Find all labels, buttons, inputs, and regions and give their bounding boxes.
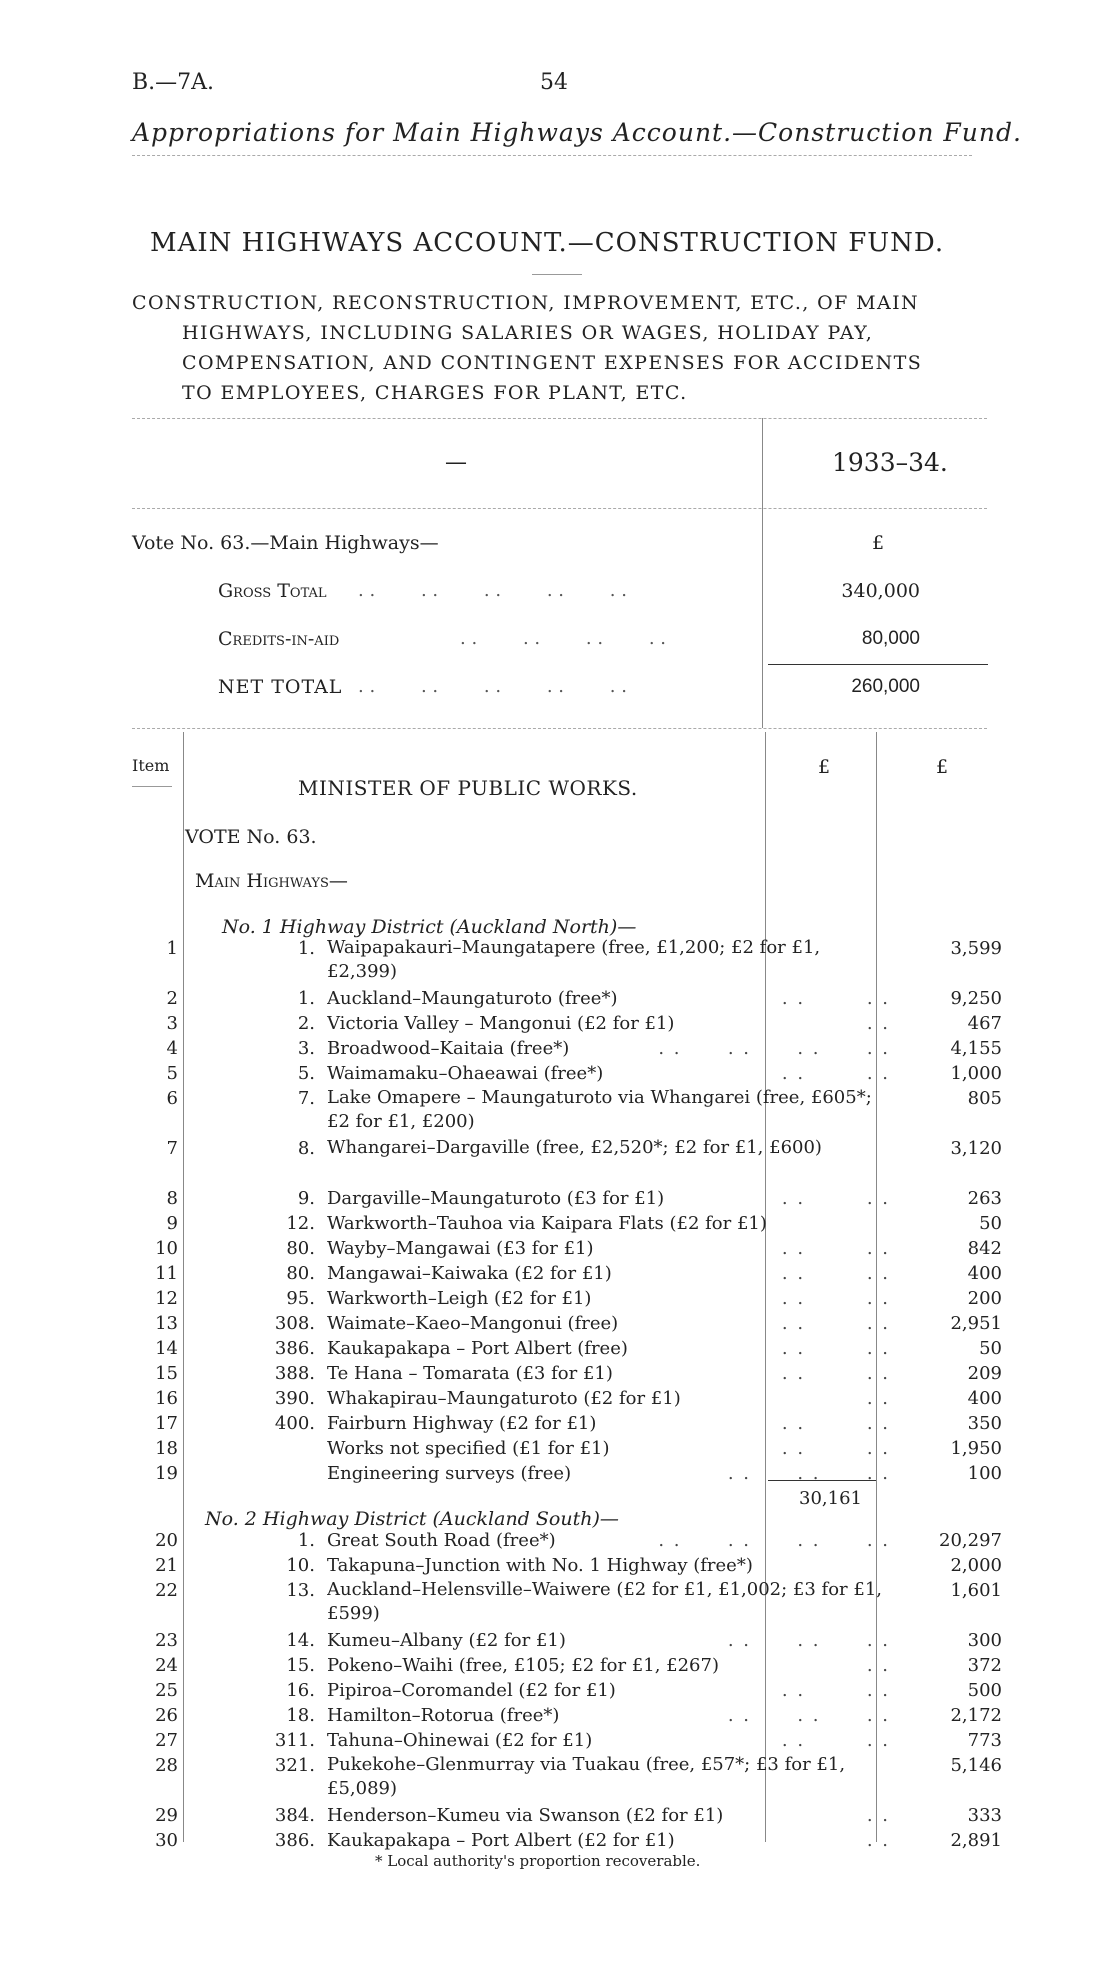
item-description: Lake Omapere – Maungaturoto via Whangarei (free, £605*; £2 for £1, £200) (327, 1087, 872, 1132)
table-row (140, 1528, 1002, 1554)
item-amount: 50 (979, 1338, 1002, 1359)
table-row (140, 1436, 1002, 1462)
amount2-currency: £ (936, 756, 949, 778)
summary-head-rule (132, 508, 987, 509)
credits-in-aid-value: 80,000 (861, 628, 920, 649)
item-description: Tahuna–Ohinewai (£2 for £1) (327, 1730, 593, 1751)
table-row (140, 1386, 1002, 1412)
gross-total-value: 340,000 (841, 580, 920, 602)
table-row (140, 1653, 1002, 1679)
item-amount: 1,000 (950, 1063, 1002, 1084)
table-row (140, 1336, 1002, 1362)
highway-code: 80. (286, 1263, 315, 1284)
highway-code: 321. (274, 1755, 315, 1776)
subtitle-line-3: COMPENSATION, AND CONTINGENT EXPENSES FOR ACCIDENTS (182, 352, 923, 374)
item-amount: 100 (967, 1463, 1002, 1484)
item-amount: 2,951 (950, 1313, 1002, 1334)
item-number: 21 (155, 1555, 178, 1576)
leader-dots: . . (866, 1805, 890, 1826)
highway-code: 1. (297, 938, 315, 959)
item-number: 22 (155, 1580, 178, 1601)
item-description: Wayby–Mangawai (£3 for £1) (327, 1238, 594, 1259)
highway-code: 1. (297, 1530, 315, 1551)
item-amount: 50 (979, 1213, 1002, 1234)
item-description: Kaukapakapa – Port Albert (£2 for £1) (327, 1830, 675, 1851)
item-number: 25 (155, 1680, 178, 1701)
item-number: 3 (166, 1013, 178, 1034)
leader-dots: . . . . . . (727, 1463, 890, 1484)
item-amount: 773 (967, 1730, 1002, 1751)
item-description: Te Hana – Tomarata (£3 for £1) (327, 1363, 613, 1384)
item-amount: 4,155 (950, 1038, 1002, 1059)
item-description: Kaukapakapa – Port Albert (free) (327, 1338, 628, 1359)
table-row (140, 1678, 1002, 1704)
item-description: Auckland–Helensville–Waiwere (£2 for £1, £1,002; £3 for £1, £599) (327, 1579, 882, 1624)
item-amount: 200 (967, 1288, 1002, 1309)
leader-dots: . . . . (781, 1730, 890, 1751)
page-ref: B.—7A. (132, 70, 215, 95)
highway-code: 311. (274, 1730, 315, 1751)
item-number: 4 (166, 1038, 178, 1059)
subtotal-rule (768, 1480, 876, 1481)
leader-dots: . . (866, 1013, 890, 1034)
highway-code: 386. (274, 1830, 315, 1851)
leader-dots: . . . . . . . . (658, 1038, 890, 1059)
table-row (140, 1261, 1002, 1287)
item-number: 19 (155, 1463, 178, 1484)
gross-total-dots: . . . . . . . . . . (358, 580, 627, 601)
summary-year: 1933–34. (832, 448, 948, 477)
table-row (140, 936, 1002, 986)
page-title: MAIN HIGHWAYS ACCOUNT.—CONSTRUCTION FUND. (150, 228, 945, 258)
item-amount: 1,950 (950, 1438, 1002, 1459)
leader-dots: . . . . (781, 1680, 890, 1701)
leader-dots: . . . . (781, 988, 890, 1009)
subtitle-line-2: HIGHWAYS, INCLUDING SALARIES OR WAGES, HOLIDAY PAY, (182, 322, 874, 344)
item-description: Waimamaku–Ohaeawai (free*) (327, 1063, 604, 1084)
table-row (140, 1753, 1002, 1803)
leader-dots: . . . . (781, 1188, 890, 1209)
district-1-subtotal: 30,161 (799, 1488, 862, 1509)
item-number: 14 (155, 1338, 178, 1359)
highway-code: 5. (297, 1063, 315, 1084)
table-row (140, 1011, 1002, 1037)
item-amount: 20,297 (939, 1530, 1002, 1551)
highway-code: 390. (274, 1388, 315, 1409)
item-description: Hamilton–Rotorua (free*) (327, 1705, 560, 1726)
footnote: * Local authority's proportion recoverable. (375, 1852, 701, 1870)
item-amount: 400 (967, 1388, 1002, 1409)
table-row (140, 1236, 1002, 1262)
table-row (140, 1286, 1002, 1312)
highway-code: 12. (286, 1213, 315, 1234)
item-description: Great South Road (free*) (327, 1530, 556, 1551)
item-amount: 2,172 (950, 1705, 1002, 1726)
item-number: 26 (155, 1705, 178, 1726)
item-description: Mangawai–Kaiwaka (£2 for £1) (327, 1263, 612, 1284)
highway-code: 400. (274, 1413, 315, 1434)
item-column-header: Item (132, 756, 170, 775)
main-highways-heading: Main Highways— (195, 870, 348, 892)
summary-currency: £ (872, 532, 885, 554)
item-amount: 209 (967, 1363, 1002, 1384)
leader-dots: . . (866, 1655, 890, 1676)
leader-dots: . . . . (781, 1338, 890, 1359)
table-row (140, 1703, 1002, 1729)
item-description: Waimate–Kaeo–Mangonui (free) (327, 1313, 619, 1334)
item-description: Henderson–Kumeu via Swanson (£2 for £1) (327, 1805, 724, 1826)
item-number: 11 (155, 1263, 178, 1284)
item-amount: 2,891 (950, 1830, 1002, 1851)
item-amount: 400 (967, 1263, 1002, 1284)
highway-code: 13. (286, 1580, 315, 1601)
table-row (140, 1461, 1002, 1487)
table-row (140, 1578, 1002, 1628)
item-description: Pipiroa–Coromandel (£2 for £1) (327, 1680, 616, 1701)
item-amount: 333 (967, 1805, 1002, 1826)
item-header-rule (132, 786, 172, 787)
item-description: Pokeno–Waihi (free, £105; £2 for £1, £267) (327, 1655, 719, 1676)
item-description: Auckland–Maungaturoto (free*) (327, 988, 618, 1009)
highway-code: 16. (286, 1680, 315, 1701)
leader-dots: . . . . (781, 1263, 890, 1284)
item-number: 5 (166, 1063, 178, 1084)
item-description: Whangarei–Dargaville (free, £2,520*; £2 for £1, £600) (327, 1137, 822, 1158)
table-row (140, 1728, 1002, 1754)
item-description: Kumeu–Albany (£2 for £1) (327, 1630, 566, 1651)
highway-code: 388. (274, 1363, 315, 1384)
item-number: 8 (166, 1188, 178, 1209)
leader-dots: . . . . (781, 1288, 890, 1309)
credits-in-aid-dots: . . . . . . . . (460, 628, 666, 649)
item-description: Works not specified (£1 for £1) (327, 1438, 610, 1459)
item-amount: 500 (967, 1680, 1002, 1701)
item-amount: 9,250 (950, 988, 1002, 1009)
table-row (140, 1411, 1002, 1437)
header-rule (132, 155, 972, 156)
item-number: 29 (155, 1805, 178, 1826)
highway-code: 384. (274, 1805, 315, 1826)
table-row (140, 1136, 1002, 1186)
district-1-heading: No. 1 Highway District (Auckland North)— (222, 916, 637, 938)
summary-top-rule (132, 418, 987, 419)
item-number: 18 (155, 1438, 178, 1459)
net-total-value: 260,000 (851, 676, 920, 697)
table-row (140, 1361, 1002, 1387)
item-number: 6 (166, 1088, 178, 1109)
leader-dots: . . (866, 1830, 890, 1851)
summary-bottom-rule (132, 728, 987, 729)
table-row (140, 1086, 1002, 1136)
leader-dots: . . . . . . (727, 1630, 890, 1651)
highway-code: 8. (297, 1138, 315, 1159)
item-description: Dargaville–Maungaturoto (£3 for £1) (327, 1188, 665, 1209)
vote-heading: VOTE No. 63. (185, 826, 317, 848)
table-row (140, 1211, 1002, 1237)
summary-col-divider (762, 418, 763, 728)
highway-code: 10. (286, 1555, 315, 1576)
item-amount: 3,120 (950, 1138, 1002, 1159)
district-2-heading: No. 2 Highway District (Auckland South)— (205, 1508, 619, 1530)
item-amount: 3,599 (950, 938, 1002, 959)
item-number: 23 (155, 1630, 178, 1651)
item-number: 9 (166, 1213, 178, 1234)
leader-dots: . . . . . . . . (658, 1530, 890, 1551)
leader-dots: . . . . (781, 1438, 890, 1459)
highway-code: 7. (297, 1088, 315, 1109)
running-title: Appropriations for Main Highways Account.—Construction Fund. (132, 118, 1022, 147)
highway-code: 1. (297, 988, 315, 1009)
item-description: Takapuna–Junction with No. 1 Highway (free*) (327, 1555, 753, 1576)
item-amount: 805 (967, 1088, 1002, 1109)
item-number: 2 (166, 988, 178, 1009)
item-number: 24 (155, 1655, 178, 1676)
item-amount: 1,601 (950, 1580, 1002, 1601)
subtitle-line-1: CONSTRUCTION, RECONSTRUCTION, IMPROVEMENT, ETC., OF MAIN (132, 292, 920, 314)
net-total-dots: . . . . . . . . . . (358, 676, 627, 697)
leader-dots: . . . . (781, 1413, 890, 1434)
item-description: Warkworth–Leigh (£2 for £1) (327, 1288, 592, 1309)
highway-code: 9. (297, 1188, 315, 1209)
table-row (140, 1311, 1002, 1337)
highway-code: 18. (286, 1705, 315, 1726)
item-number: 13 (155, 1313, 178, 1334)
item-number: 30 (155, 1830, 178, 1851)
highway-code: 2. (297, 1013, 315, 1034)
table-row (140, 986, 1002, 1012)
highway-code: 308. (274, 1313, 315, 1334)
net-total-label: NET TOTAL (218, 676, 343, 698)
leader-dots: . . . . (781, 1363, 890, 1384)
leader-dots: . . . . (781, 1063, 890, 1084)
item-amount: 300 (967, 1630, 1002, 1651)
subtitle-line-4: TO EMPLOYEES, CHARGES FOR PLANT, ETC. (182, 382, 688, 404)
leader-dots: . . . . (781, 1313, 890, 1334)
item-amount: 372 (967, 1655, 1002, 1676)
leader-dots: . . . . (781, 1238, 890, 1259)
highway-code: 386. (274, 1338, 315, 1359)
item-amount: 842 (967, 1238, 1002, 1259)
item-description: Victoria Valley – Mangonui (£2 for £1) (327, 1013, 675, 1034)
item-number: 1 (166, 938, 178, 959)
item-number: 16 (155, 1388, 178, 1409)
table-row (140, 1061, 1002, 1087)
table-row (140, 1036, 1002, 1062)
item-number: 10 (155, 1238, 178, 1259)
highway-code: 3. (297, 1038, 315, 1059)
highway-code: 14. (286, 1630, 315, 1651)
summary-dash: — (445, 450, 467, 475)
item-number: 12 (155, 1288, 178, 1309)
item-description: Broadwood–Kaitaia (free*) (327, 1038, 570, 1059)
item-amount: 263 (967, 1188, 1002, 1209)
minister-heading: MINISTER OF PUBLIC WORKS. (298, 776, 638, 800)
title-rule (532, 274, 582, 275)
amount1-currency: £ (818, 756, 831, 778)
item-amount: 2,000 (950, 1555, 1002, 1576)
item-description: Pukekohe–Glenmurray via Tuakau (free, £57*; £3 for £1, £5,089) (327, 1754, 846, 1799)
item-amount: 350 (967, 1413, 1002, 1434)
table-row (140, 1553, 1002, 1579)
item-description: Fairburn Highway (£2 for £1) (327, 1413, 597, 1434)
leader-dots: . . . . . . (727, 1705, 890, 1726)
vote-label: Vote No. 63.—Main Highways— (132, 532, 439, 554)
item-number: 28 (155, 1755, 178, 1776)
item-description: Whakapirau–Maungaturoto (£2 for £1) (327, 1388, 681, 1409)
page-number: 54 (540, 70, 568, 95)
item-number: 20 (155, 1530, 178, 1551)
gross-total-label: Gross Total (218, 580, 327, 602)
item-amount: 5,146 (950, 1755, 1002, 1776)
item-amount: 467 (967, 1013, 1002, 1034)
item-description: Engineering surveys (free) (327, 1463, 572, 1484)
table-row (140, 1628, 1002, 1654)
highway-code: 95. (286, 1288, 315, 1309)
table-row (140, 1803, 1002, 1829)
table-row (140, 1186, 1002, 1212)
item-number: 15 (155, 1363, 178, 1384)
leader-dots: . . (866, 1388, 890, 1409)
credits-in-aid-label: Credits-in-aid (218, 628, 340, 650)
item-number: 7 (166, 1138, 178, 1159)
highway-code: 15. (286, 1655, 315, 1676)
item-description: Waipapakauri–Maungatapere (free, £1,200; £2 for £1, £2,399) (327, 937, 821, 982)
item-number: 27 (155, 1730, 178, 1751)
item-description: Warkworth–Tauhoa via Kaipara Flats (£2 for £1) (327, 1213, 767, 1234)
highway-code: 80. (286, 1238, 315, 1259)
item-number: 17 (155, 1413, 178, 1434)
table-row (140, 1828, 1002, 1854)
summary-sum-rule (768, 664, 988, 665)
